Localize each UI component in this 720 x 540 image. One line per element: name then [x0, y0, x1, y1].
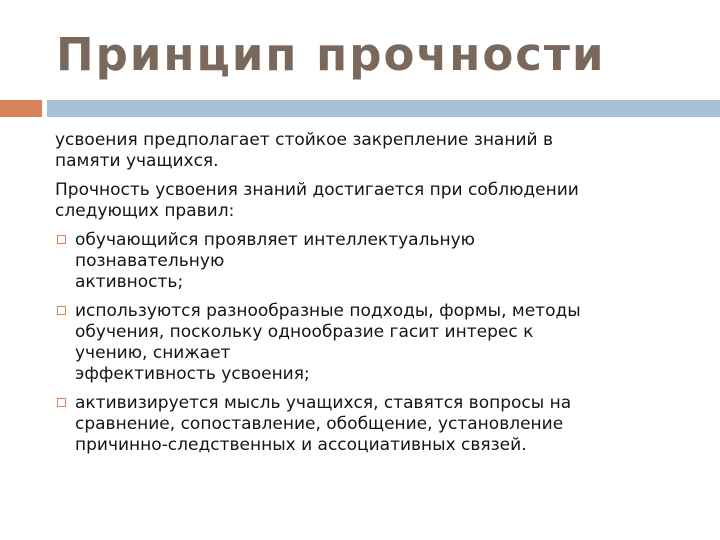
text-line: Прочность усвоения знаний достигается при соблюдении — [55, 180, 579, 200]
paragraph-rules-intro — [55, 180, 685, 222]
title-rule-bar — [47, 100, 720, 117]
text-line: памяти учащихся. — [55, 151, 219, 171]
text-line: активизируется мысль учащихся, ставятся вопросы на — [75, 393, 572, 413]
rules-list — [55, 230, 685, 456]
text-line: обучающийся проявляет интеллектуальную — [75, 230, 475, 250]
text-line: усвоения предполагает стойкое закрепление знаний в — [55, 130, 553, 150]
text-line: познавательную — [75, 251, 225, 271]
text-line: причинно-следственных и ассоциативных связей. — [75, 435, 527, 455]
slide-title: Принцип прочности — [56, 28, 606, 81]
list-item — [55, 301, 685, 385]
text-line: эффективность усвоения; — [75, 364, 310, 384]
paragraph-retention-definition — [55, 130, 685, 172]
text-line: следующих правил: — [55, 201, 235, 221]
text-line: обучения, поскольку однообразие гасит интерес к — [75, 322, 534, 342]
slide-body — [55, 130, 685, 464]
hollow-square-bullet-icon — [57, 306, 66, 315]
text-line: активность; — [75, 272, 184, 292]
text-line: сравнение, сопоставление, обобщение, установление — [75, 414, 564, 434]
title-rule-accent — [0, 100, 42, 117]
list-item — [55, 230, 685, 293]
hollow-square-bullet-icon — [57, 398, 66, 407]
list-item — [55, 393, 685, 456]
text-line: используются разнообразные подходы, формы, методы — [75, 301, 581, 321]
text-line: учению, снижает — [75, 343, 231, 363]
hollow-square-bullet-icon — [57, 235, 66, 244]
